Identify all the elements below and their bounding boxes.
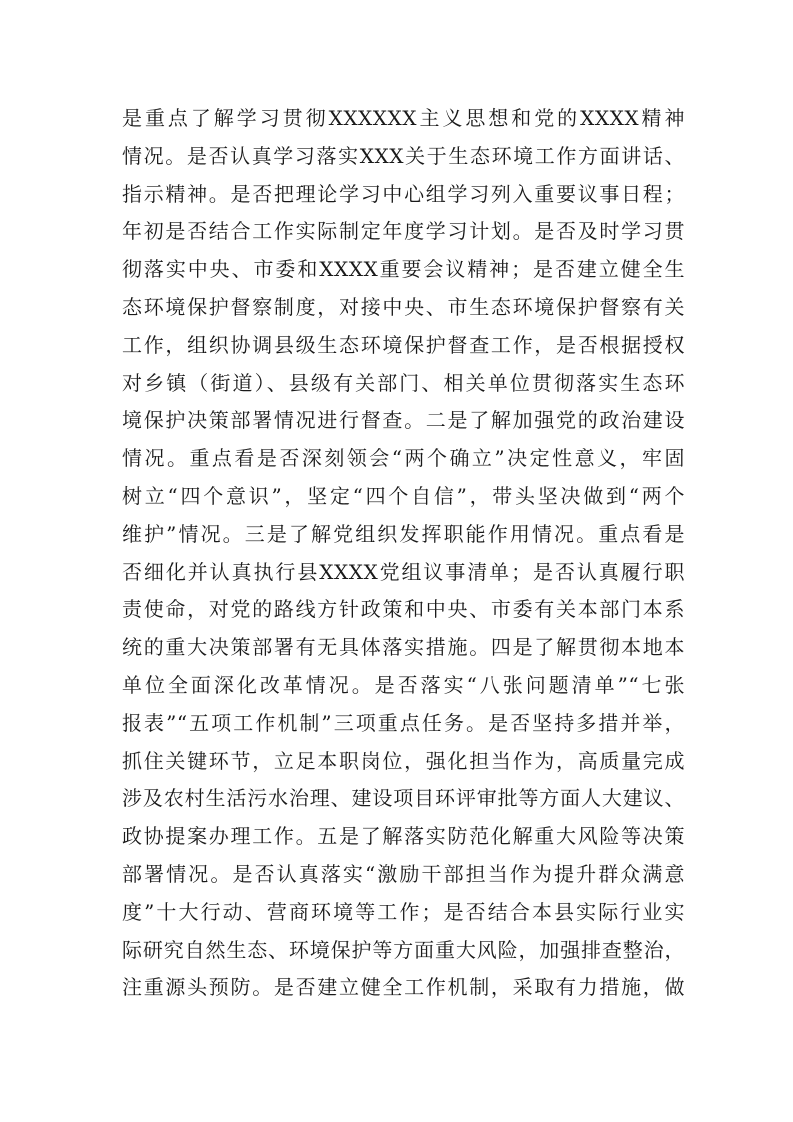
text-line: 年初是否结合工作实际制定年度学习计划。是否及时学习贯 [122, 219, 685, 244]
text-line: 部署情况。是否认真落实“激励干部担当作为提升群众满意 [122, 861, 685, 886]
text-line: 态环境保护督察制度，对接中央、市生态环境保护督察有关 [122, 294, 685, 319]
text-line: 涉及农村生活污水治理、建设项目环评审批等方面人大建议、 [122, 786, 685, 811]
text-line: 单位全面深化改革情况。是否落实“八张问题清单”“七张 [122, 672, 685, 697]
text-line: 树立“四个意识”，坚定“四个自信”，带头坚决做到“两个 [122, 483, 685, 508]
text-line: 注重源头预防。是否建立健全工作机制，采取有力措施，做 [122, 975, 685, 1000]
text-line: 工作，组织协调县级生态环境保护督查工作，是否根据授权 [122, 332, 685, 357]
text-line: 境保护决策部署情况进行督查。二是了解加强党的政治建设 [122, 408, 685, 433]
text-line: 报表”“五项工作机制”三项重点任务。是否坚持多措并举， [122, 710, 685, 735]
text-line: 统的重大决策部署有无具体落实措施。四是了解贯彻本地本 [122, 635, 685, 660]
text-line: 对乡镇（街道）、县级有关部门、相关单位贯彻落实生态环 [122, 370, 685, 395]
text-line: 抓住关键环节，立足本职岗位，强化担当作为，高质量完成 [122, 748, 685, 773]
text-line: 度”十大行动、营商环境等工作；是否结合本县实际行业实 [122, 899, 685, 924]
text-line: 情况。是否认真学习落实XXX关于生态环境工作方面讲话、 [122, 143, 685, 168]
text-line: 情况。重点看是否深刻领会“两个确立”决定性意义，牢固 [122, 446, 685, 471]
text-line: 指示精神。是否把理论学习中心组学习列入重要议事日程； [122, 181, 685, 206]
text-line: 政协提案办理工作。五是了解落实防范化解重大风险等决策 [122, 824, 685, 849]
text-line: 否细化并认真执行县XXXX党组议事清单；是否认真履行职 [122, 559, 685, 584]
text-line: 彻落实中央、市委和XXXX重要会议精神；是否建立健全生 [122, 257, 685, 282]
text-line: 维护”情况。三是了解党组织发挥职能作用情况。重点看是 [122, 521, 685, 546]
text-line: 际研究自然生态、环境保护等方面重大风险，加强排查整治， [122, 937, 685, 962]
text-line: 是重点了解学习贯彻XXXXXX主义思想和党的XXXX精神 [122, 106, 685, 130]
text-line: 责使命，对党的路线方针政策和中央、市委有关本部门本系 [122, 597, 685, 622]
body-paragraph [122, 100, 685, 1007]
